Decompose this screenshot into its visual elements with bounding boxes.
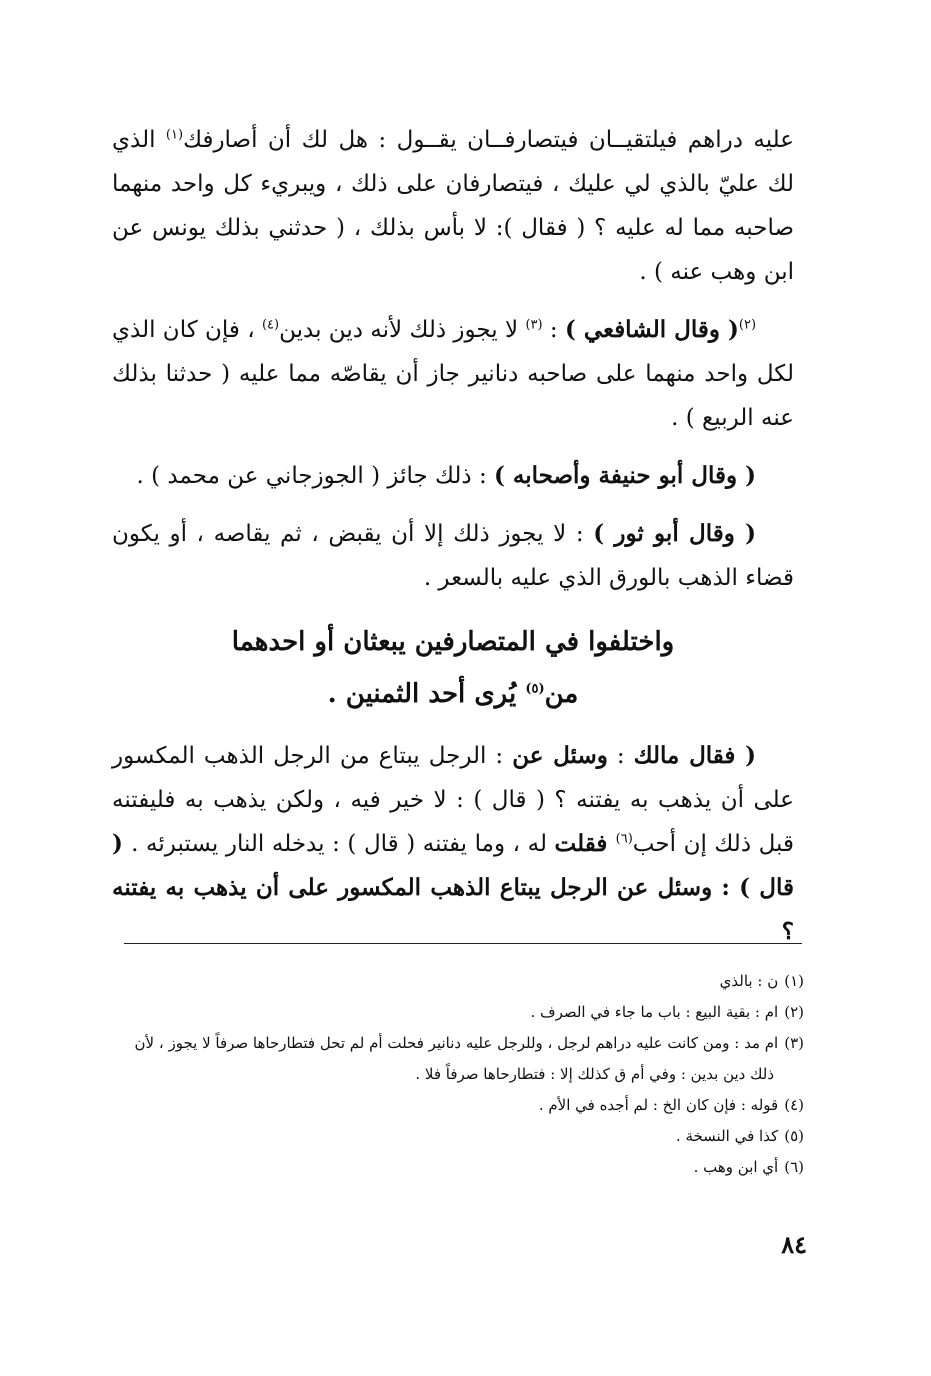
footnote-3 <box>112 1028 804 1090</box>
footnote-2 <box>112 997 804 1028</box>
text-segment: : الرجل يبتاع من الرجل الذهب المكسور على أن يذهب به يفتنه ؟ ( قال ) : لا خير فيه ، ولكن يذهب به فليفتنه قبل ذلك إن أحب <box>112 743 794 857</box>
text-segment: من <box>544 679 579 709</box>
text-segment: عليه دراهم فيلتقيــان فيتصارفــان يقــول : هل لك أن أصارفك <box>183 127 794 153</box>
speaker-label: ( فقال مالك <box>633 742 756 769</box>
footnote-text: ن : بالذي <box>719 972 779 990</box>
footnote-continuation: ذلك دين بدين : وفي أم ق كذلك إلا : فتطارحاها صرفاً فلا . <box>415 1065 774 1083</box>
heading-line-1: واختلفوا في المتصارفين يبعثان أو احدهما <box>231 627 675 657</box>
footnote-ref-2[interactable]: (٢) <box>738 317 757 333</box>
text-segment: لا يجوز ذلك لأنه دين بدين <box>279 317 526 343</box>
footnotes <box>112 966 804 1183</box>
footnote-ref-6[interactable]: (٦) <box>615 831 633 847</box>
footnote-number: (٢) <box>784 1003 804 1021</box>
footnote-number: (٤) <box>784 1096 804 1114</box>
speaker-label: وسئل عن <box>512 742 608 769</box>
text-segment: ، فإن كان الذي لكل واحد منهما على صاحبه دنانير جاز أن يقاصّه مما عليه ( حدثنا بذلك عنه الربيع ) . <box>112 317 794 431</box>
footnote-text: ام : بقية البيع : باب ما جاء في الصرف . <box>530 1003 779 1021</box>
paragraph-1 <box>112 118 794 294</box>
paragraph-3 <box>112 454 794 498</box>
speaker-label: ( وقال أبو ثور ) <box>593 520 756 547</box>
paragraph-4 <box>112 512 794 600</box>
text-segment: : <box>542 317 566 343</box>
footnote-ref-5[interactable]: (٥) <box>525 681 545 697</box>
text-segment: يُرى أحد الثمنين . <box>327 679 526 709</box>
text-segment: : لا يجوز ذلك إلا أن يقبض ، ثم يقاصه ، أو يكون قضاء الذهب بالورق الذي عليه بالسعر . <box>112 521 794 591</box>
footnote-ref-1[interactable]: (١) <box>165 127 184 143</box>
text-segment: له ، وما يفتنه ( قال ) : يدخله النار يستبرئه . <box>131 831 555 857</box>
text-segment: : ذلك جائز ( الجوزجاني عن محمد ) . <box>136 463 495 489</box>
footnote-text: قوله : فإن كان الخ : لم أجده في الأم . <box>538 1096 779 1114</box>
section-heading <box>112 616 794 720</box>
speaker-label: فقلت <box>554 830 616 857</box>
speaker-label: ( وقال أبو حنيفة وأصحابه ) <box>494 462 756 489</box>
footnote-number: (٦) <box>784 1158 804 1176</box>
footnote-ref-3[interactable]: (٣) <box>525 317 543 333</box>
main-text <box>112 118 794 968</box>
paragraph-2 <box>112 308 794 440</box>
footnote-divider <box>124 943 802 944</box>
text-segment: : <box>607 743 634 769</box>
footnote-text: أي ابن وهب . <box>693 1158 779 1176</box>
footnote-number: (١) <box>784 972 804 990</box>
footnote-ref-4[interactable]: (٤) <box>261 317 280 333</box>
speaker-label: ( قال ) : وسئل عن الرجل يبتاع الذهب المكسور على أن يذهب به يفتنه ؟ <box>112 830 794 945</box>
footnote-4 <box>112 1090 804 1121</box>
footnote-text: كذا في النسخة . <box>675 1127 779 1145</box>
speaker-label: ( وقال الشافعي ) <box>565 316 739 343</box>
paragraph-5 <box>112 734 794 954</box>
footnote-5 <box>112 1121 804 1152</box>
footnote-1 <box>112 966 804 997</box>
footnote-number: (٥) <box>784 1127 804 1145</box>
page-number: ٨٤ <box>781 1230 807 1259</box>
footnote-6 <box>112 1152 804 1183</box>
footnote-number: (٣) <box>784 1034 804 1052</box>
text-segment: الذي لك عليّ بالذي لي عليك ، فيتصارفان على ذلك ، ويبريء كل واحد منهما صاحبه مما له عليه ؟ ( فقال ): لا بأس بذلك ، ( حدثني بذلك يونس عن ابن وهب عنه ) . <box>112 127 794 285</box>
footnote-text: ام مد : ومن كانت عليه دراهم لرجل ، وللرجل عليه دنانير فحلت أم لم تحل فتطارحاها صرفاً لا يجوز ، لأن <box>134 1034 779 1052</box>
heading-line-2 <box>112 668 794 720</box>
